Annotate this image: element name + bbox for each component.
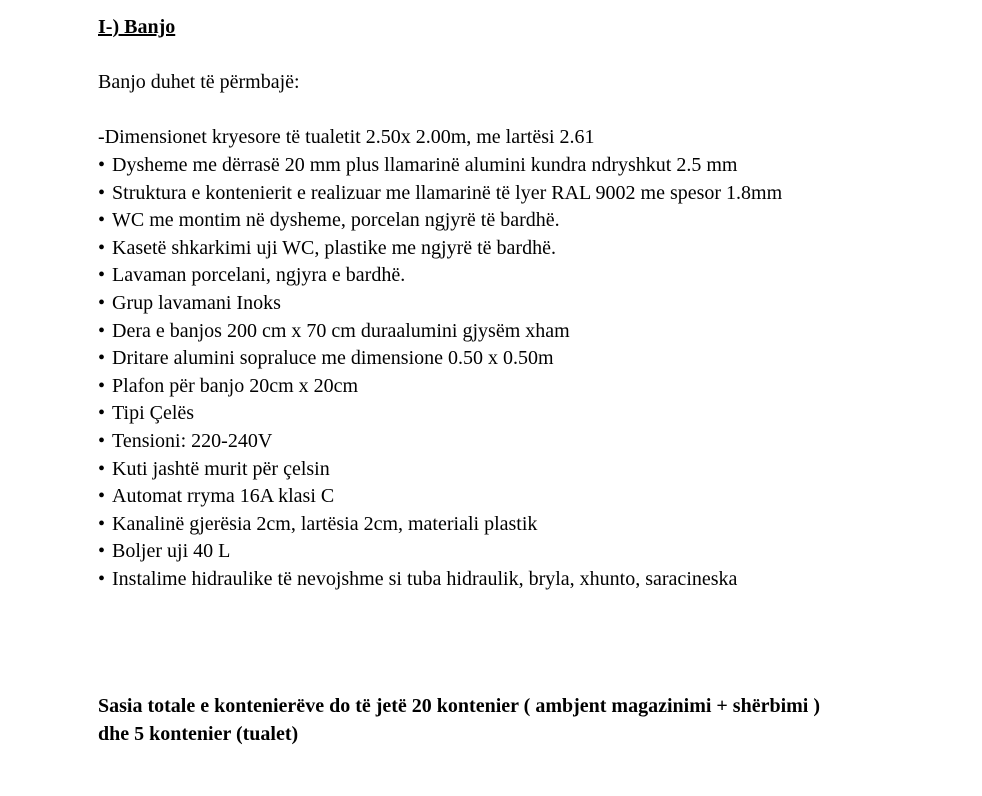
- list-item: [98, 566, 952, 594]
- bullet-icon: •: [98, 291, 106, 314]
- list-item-text: Dysheme me dërrasë 20 mm plus llamarinë alumini kundra ndryshkut 2.5 mm: [112, 153, 738, 176]
- list-item-text: Grup lavamani Inoks: [112, 291, 281, 314]
- list-item-text: Struktura e kontenierit e realizuar me llamarinë të lyer RAL 9002 me spesor 1.8mm: [112, 181, 783, 204]
- bullet-icon: •: [98, 402, 106, 425]
- list-item-text: Kasetë shkarkimi uji WC, plastike me ngjyrë të bardhë.: [112, 236, 556, 259]
- list-item: [98, 318, 952, 346]
- list-item-text: Kuti jashtë murit për çelsin: [112, 457, 330, 480]
- bullet-icon: •: [98, 236, 106, 259]
- summary-text: [98, 693, 952, 748]
- list-item-text: Dera e banjos 200 cm x 70 cm duraalumini gjysëm xham: [112, 319, 570, 342]
- list-item-text: Instalime hidraulike të nevojshme si tuba hidraulik, bryla, xhunto, saracineska: [112, 567, 738, 590]
- bullet-icon: •: [98, 319, 106, 342]
- list-item: [98, 180, 952, 208]
- list-item-text: Tensioni: 220-240V: [112, 429, 273, 452]
- summary-line-2: dhe 5 kontenier (tualet): [98, 722, 299, 745]
- list-item: [98, 456, 952, 484]
- intro-text: Banjo duhet të përmbajë:: [98, 71, 300, 94]
- list-item-text: Lavaman porcelani, ngjyra e bardhë.: [112, 264, 406, 287]
- bullet-icon: •: [98, 264, 106, 287]
- page-title: I-) Banjo: [98, 16, 176, 38]
- list-item: [98, 290, 952, 318]
- bullet-icon: •: [98, 512, 106, 535]
- bullet-icon: •: [98, 181, 106, 204]
- list-item: [98, 428, 952, 456]
- list-item: [98, 235, 952, 263]
- list-item-text: WC me montim në dysheme, porcelan ngjyrë të bardhë.: [112, 209, 560, 232]
- summary-line-1: Sasia totale e kontenierëve do të jetë 20 kontenier ( ambjent magazinimi + shërbimi ): [98, 695, 821, 718]
- list-item: [98, 345, 952, 373]
- list-item-text: Automat rryma 16A klasi C: [112, 485, 335, 508]
- bullet-icon: •: [98, 153, 106, 176]
- list-item: [98, 400, 952, 428]
- bullet-icon: •: [98, 347, 106, 370]
- list-item: [98, 262, 952, 290]
- bullet-icon: •: [98, 429, 106, 452]
- bullet-icon: •: [98, 209, 106, 232]
- bullet-icon: •: [98, 540, 106, 563]
- bullet-icon: •: [98, 457, 106, 480]
- spec-list: [98, 152, 952, 594]
- list-item: [98, 538, 952, 566]
- list-item: [98, 373, 952, 401]
- bullet-icon: •: [98, 567, 106, 590]
- list-item: [98, 207, 952, 235]
- list-item-text: Kanalinë gjerësia 2cm, lartësia 2cm, materiali plastik: [112, 512, 538, 535]
- bullet-icon: •: [98, 374, 106, 397]
- list-item-text: Boljer uji 40 L: [112, 540, 231, 563]
- list-item-text: Dritare alumini sopraluce me dimensione 0.50 x 0.50m: [112, 347, 554, 370]
- list-item: [98, 511, 952, 539]
- list-item-text: Plafon për banjo 20cm x 20cm: [112, 374, 359, 397]
- dimensions-line: -Dimensionet kryesore të tualetit 2.50x 2.00m, me lartësi 2.61: [98, 126, 595, 149]
- bullet-icon: •: [98, 485, 106, 508]
- list-item: [98, 483, 952, 511]
- list-item-text: Tipi Çelës: [112, 402, 195, 425]
- list-item: [98, 152, 952, 180]
